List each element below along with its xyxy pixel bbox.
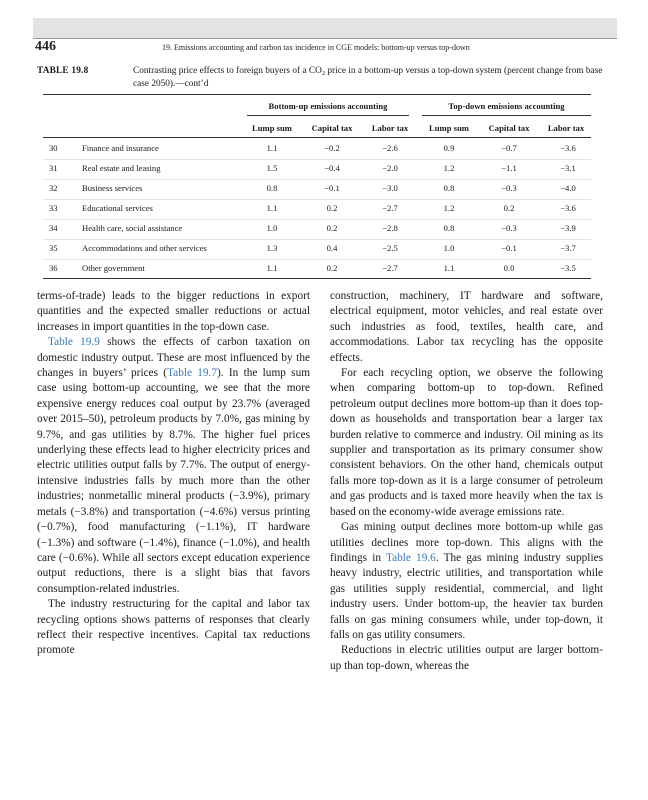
row-industry: Real estate and leasing [82, 163, 161, 173]
cell-lump-sum-bu: 0.8 [266, 183, 278, 193]
body-column-left [37, 289, 310, 659]
row-divider [43, 219, 591, 220]
table-top-rule [43, 94, 591, 95]
group-underline-top-down [422, 115, 591, 116]
table-header-rule [43, 137, 591, 138]
cell-labor-tax-bu: −3.0 [382, 183, 398, 193]
row-index: 30 [49, 143, 58, 153]
row-index: 34 [49, 223, 58, 233]
cell-lump-sum-td: 1.0 [443, 243, 455, 253]
paragraph-text: ). In the lump sum case using bottom-up accounting, we see that the more expensive energy reduces coal output by 23.7% (averaged over 2015–50), petroleum products by 7.0%, gas mining by 9.7%, and gas utilities by 8.7%. The higher fuel prices underlying these effects lead to higher electricity prices and electric utilities output falls by 7.7%. The output of energy-intensive industries falls by much more than the other industries; nonmetallic mineral products (−3.9%), primary metals (−3.8%) and transportation (−4.6%) versus printing (−0.7%), food manufacturing (−1.1%), IT hardware (−1.3%) and software (−1.4%), finance (−1.0%), and health care (−0.6%). While all sectors except education experience output reductions, there is a slight bias that favors consumption-related industries. [37, 367, 311, 595]
row-industry: Other government [82, 263, 145, 273]
paragraph: For each recycling option, we observe the following when comparing bottom-up to top-down. Refined petroleum output declines more bottom-up than it does top-down as households and transportation bear a larger tax burden relative to commerce and industry. Oil mining as its supplier and transportation as its primary consumer show consistent behaviors. On the other hand, chemicals output falls more top-down as it is a large consumer of petroleum and gas products and is taxed more heavily when the tax is based on the economy-wide average emissions rate. [330, 367, 603, 518]
row-index: 31 [49, 163, 58, 173]
column-head-lump-sum-bu: Lump sum [252, 123, 292, 133]
column-head-capital-tax-td: Capital tax [488, 123, 530, 133]
row-industry: Business services [82, 183, 143, 193]
cell-labor-tax-td: −3.6 [560, 143, 576, 153]
table-row [43, 243, 591, 263]
paragraph-text: . The gas mining industry supplies heavy industry, electric utilities, and transportation while gas utilities supply residential, commercial, and light industry users. Under bottom-up, the heavier tax burden falls on gas mining consumers while, under top-down, it falls on gas utility consumers. [330, 551, 603, 641]
row-divider [43, 259, 591, 260]
column-head-labor-tax-td: Labor tax [547, 123, 585, 133]
cell-lump-sum-bu: 1.3 [266, 243, 278, 253]
cell-lump-sum-td: 0.8 [443, 223, 455, 233]
cell-labor-tax-td: −3.5 [560, 263, 576, 273]
page-number: 446 [35, 39, 56, 54]
cell-capital-tax-bu: −0.4 [324, 163, 340, 173]
table-title-subscript: 2 [321, 70, 326, 77]
cell-lump-sum-td: 1.2 [443, 163, 455, 173]
row-index: 32 [49, 183, 58, 193]
cell-labor-tax-td: −3.7 [560, 243, 576, 253]
cell-capital-tax-bu: 0.2 [326, 203, 338, 213]
cell-lump-sum-bu: 1.1 [266, 263, 278, 273]
paragraph-text: Gas mining output declines more bottom-up while gas utilities declines more top-down. This aligns with the findings in [330, 521, 603, 564]
cell-labor-tax-bu: −2.0 [382, 163, 398, 173]
cell-lump-sum-td: 0.8 [443, 183, 455, 193]
cell-capital-tax-bu: 0.2 [326, 223, 338, 233]
row-divider [43, 179, 591, 180]
row-industry: Finance and insurance [82, 143, 159, 153]
cell-capital-tax-td: −0.1 [501, 243, 517, 253]
table-row [43, 203, 591, 223]
header-rule [33, 38, 617, 39]
column-head-labor-tax-bu: Labor tax [371, 123, 409, 133]
row-divider [43, 159, 591, 160]
table-title-part2: price in a bottom-up versus a top-down system (percent change from base case 2050).—cont’d [133, 66, 603, 89]
row-index: 33 [49, 203, 58, 213]
table-label: TABLE 19.8 [37, 66, 89, 76]
cell-labor-tax-bu: −2.8 [382, 223, 398, 233]
group-head-top-down: Top-down emissions accounting [448, 101, 565, 111]
table-title [133, 66, 613, 90]
table-row [43, 143, 591, 163]
cell-capital-tax-td: −0.7 [501, 143, 517, 153]
row-divider [43, 239, 591, 240]
paragraph: terms-of-trade) leads to the bigger reductions in export quantities and the expected smaller reductions or actual increases in import quantities in the top-down case. [37, 290, 310, 333]
cell-labor-tax-td: −3.6 [560, 203, 576, 213]
cell-labor-tax-td: −4.0 [560, 183, 576, 193]
table-row [43, 223, 591, 243]
cell-lump-sum-td: 1.2 [443, 203, 455, 213]
paragraph: The industry restructuring for the capital and labor tax recycling options shows patterns of responses that clearly reflect their respective incentives. Capital tax reductions promote [37, 598, 310, 657]
row-index: 36 [49, 263, 58, 273]
table-bottom-rule [43, 278, 591, 279]
column-head-capital-tax-bu: Capital tax [311, 123, 353, 133]
cell-capital-tax-td: −1.1 [501, 163, 517, 173]
paragraph-text: shows the effects of carbon taxation on domestic industry output. These are most influenced by the changes in buyers’ prices ( [37, 336, 310, 380]
paragraph: Reductions in electric utilities output are larger bottom-up than top-down, whereas the [330, 644, 603, 672]
table-title-part1: Contrasting price effects to foreign buyers of a CO [133, 66, 322, 76]
column-head-lump-sum-td: Lump sum [429, 123, 469, 133]
cell-lump-sum-bu: 1.1 [266, 143, 278, 153]
cell-capital-tax-td: −0.3 [501, 183, 517, 193]
group-underline-bottom-up [247, 115, 409, 116]
cell-capital-tax-td: 0.2 [503, 203, 515, 213]
cell-capital-tax-td: −0.3 [501, 223, 517, 233]
cell-lump-sum-bu: 1.0 [266, 223, 278, 233]
table-row [43, 163, 591, 183]
row-index: 35 [49, 243, 58, 253]
cell-capital-tax-bu: 0.2 [326, 263, 338, 273]
row-industry: Educational services [82, 203, 153, 213]
table-link[interactable]: Table 19.9 [48, 336, 100, 349]
row-industry: Health care, social assistance [82, 223, 183, 233]
row-divider [43, 199, 591, 200]
cell-labor-tax-bu: −2.6 [382, 143, 398, 153]
cell-labor-tax-bu: −2.7 [382, 203, 398, 213]
cell-lump-sum-td: 0.9 [443, 143, 455, 153]
paragraph [330, 520, 603, 643]
cell-capital-tax-td: 0.0 [503, 263, 515, 273]
cell-capital-tax-bu: −0.2 [324, 143, 340, 153]
group-head-bottom-up: Bottom-up emissions accounting [268, 101, 388, 111]
cell-lump-sum-bu: 1.1 [266, 203, 278, 213]
header-band [33, 18, 617, 38]
row-industry: Accommodations and other services [82, 243, 207, 253]
cell-capital-tax-bu: −0.1 [324, 183, 340, 193]
paragraph: construction, machinery, IT hardware and software, electrical equipment, motor vehicles, and real estate over such industries as food, textiles, health care, and accommodations. Labor tax recycling has the opposite effects. [330, 290, 603, 364]
cell-labor-tax-bu: −2.5 [382, 243, 398, 253]
cell-lump-sum-bu: 1.5 [266, 163, 278, 173]
cell-labor-tax-td: −3.1 [560, 163, 576, 173]
paragraph [37, 335, 310, 597]
cell-capital-tax-bu: 0.4 [326, 243, 338, 253]
table-link[interactable]: Table 19.7 [167, 367, 218, 380]
cell-labor-tax-td: −3.9 [560, 223, 576, 233]
body-column-right [330, 289, 603, 674]
table-row [43, 263, 591, 283]
table-link[interactable]: Table 19.6 [385, 551, 436, 564]
cell-labor-tax-bu: −2.7 [382, 263, 398, 273]
cell-lump-sum-td: 1.1 [443, 263, 455, 273]
running-head: 19. Emissions accounting and carbon tax incidence in CGE models: bottom-up versus top-down [162, 43, 470, 52]
table-row [43, 183, 591, 203]
